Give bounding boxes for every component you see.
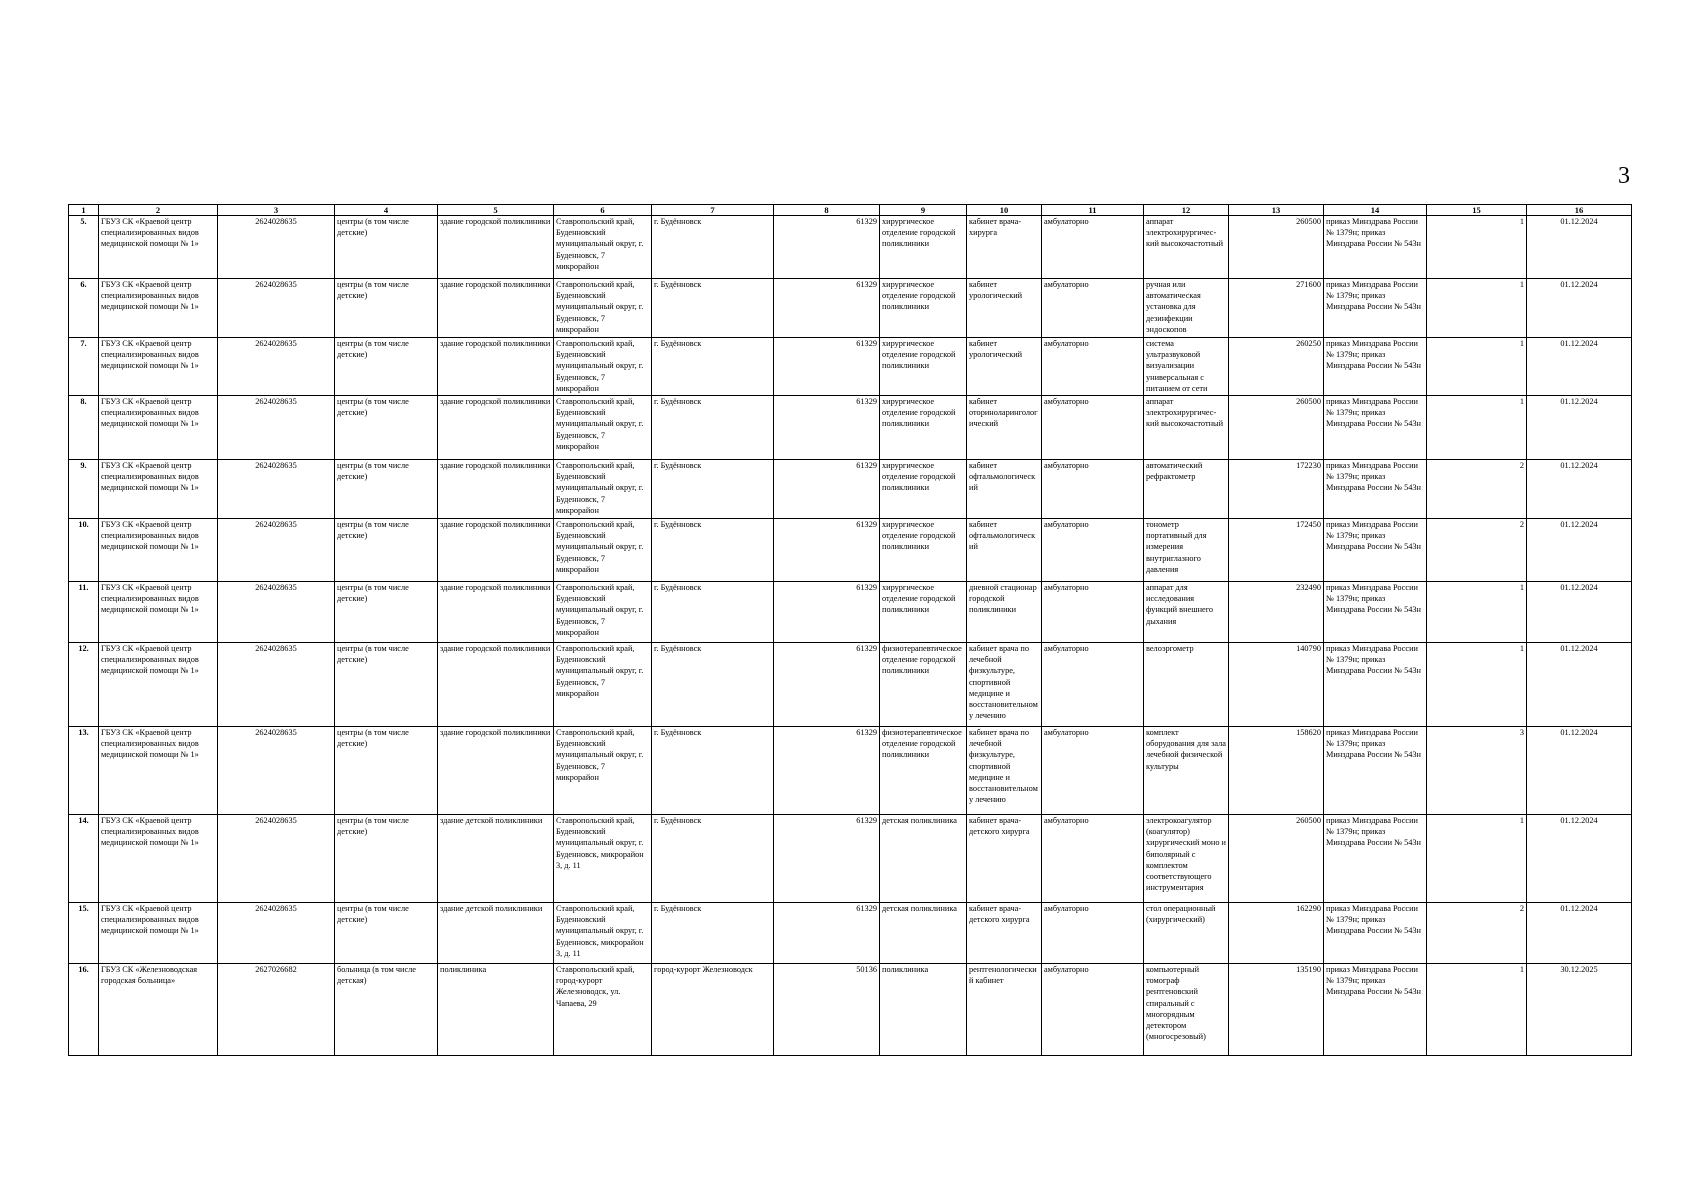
locality-cell: г. Будённовск (652, 279, 774, 338)
inn-cell: 2624028635 (218, 460, 335, 519)
locality-cell: г. Будённовск (652, 903, 774, 964)
inn-cell: 2624028635 (218, 727, 335, 815)
organization-name: ГБУЗ СК «Краевой центр специализированных видов медицинской помощи № 1» (99, 216, 218, 279)
inn-cell: 2624028635 (218, 815, 335, 903)
table-row (69, 815, 1632, 903)
column-number: 9 (880, 205, 967, 216)
building-cell: здание городской поликлиники (438, 279, 554, 338)
row-number: 5. (69, 216, 99, 279)
address-cell: Ставропольский край, Буденновский муниципальный округ, г. Буденновск, микрорайон 3, д. 11 (554, 815, 652, 903)
facility-type: центры (в том числе детские) (335, 279, 438, 338)
quantity-cell: 1 (1427, 338, 1527, 396)
row-number: 11. (69, 582, 99, 643)
building-cell: здание городской поликлиники (438, 338, 554, 396)
basis-cell: приказ Минздрава России № 1379н; приказ Минздрава России № 543н (1324, 903, 1427, 964)
building-cell: здание городской поликлиники (438, 216, 554, 279)
price-cell: 135190 (1229, 964, 1324, 1056)
equipment-cell: стол операционный (хирургический) (1144, 903, 1229, 964)
code-cell: 61329 (774, 460, 880, 519)
basis-cell: приказ Минздрава России № 1379н; приказ Минздрава России № 543н (1324, 338, 1427, 396)
quantity-cell: 3 (1427, 727, 1527, 815)
locality-cell: г. Будённовск (652, 216, 774, 279)
price-cell: 260500 (1229, 815, 1324, 903)
inn-cell: 2624028635 (218, 338, 335, 396)
inn-cell: 2624028635 (218, 216, 335, 279)
quantity-cell: 1 (1427, 643, 1527, 727)
care-mode-cell: амбулаторно (1042, 519, 1144, 582)
department-cell: физиотерапевтическое отделение городской поликлиники (880, 727, 967, 815)
inn-cell: 2624028635 (218, 519, 335, 582)
column-number: 1 (69, 205, 99, 216)
row-number: 15. (69, 903, 99, 964)
quantity-cell: 1 (1427, 216, 1527, 279)
locality-cell: г. Будённовск (652, 727, 774, 815)
basis-cell: приказ Минздрава России № 1379н; приказ Минздрава России № 543н (1324, 396, 1427, 460)
facility-type: больница (в том числе детская) (335, 964, 438, 1056)
price-cell: 172450 (1229, 519, 1324, 582)
table-row (69, 216, 1632, 279)
quantity-cell: 1 (1427, 964, 1527, 1056)
quantity-cell: 1 (1427, 279, 1527, 338)
equipment-cell: тонометр портативный для измерения внутриглазного давления (1144, 519, 1229, 582)
price-cell: 172230 (1229, 460, 1324, 519)
room-cell: дневной стационар городской поликлиники (967, 582, 1042, 643)
building-cell: поликлиника (438, 964, 554, 1056)
department-cell: хирургическое отделение городской поликлиники (880, 216, 967, 279)
locality-cell: г. Будённовск (652, 519, 774, 582)
department-cell: хирургическое отделение городской поликлиники (880, 338, 967, 396)
building-cell: здание городской поликлиники (438, 396, 554, 460)
address-cell: Ставропольский край, Буденновский муниципальный округ, г. Буденновск, 7 микрорайон (554, 338, 652, 396)
address-cell: Ставропольский край, Буденновский муниципальный округ, г. Буденновск, 7 микрорайон (554, 279, 652, 338)
date-cell: 01.12.2024 (1527, 727, 1632, 815)
table-row (69, 519, 1632, 582)
code-cell: 61329 (774, 815, 880, 903)
facility-type: центры (в том числе детские) (335, 582, 438, 643)
date-cell: 01.12.2024 (1527, 216, 1632, 279)
locality-cell: г. Будённовск (652, 460, 774, 519)
row-number: 14. (69, 815, 99, 903)
table-row (69, 727, 1632, 815)
price-cell: 158620 (1229, 727, 1324, 815)
table-row (69, 582, 1632, 643)
column-number: 13 (1229, 205, 1324, 216)
care-mode-cell: амбулаторно (1042, 338, 1144, 396)
row-number: 6. (69, 279, 99, 338)
basis-cell: приказ Минздрава России № 1379н; приказ Минздрава России № 543н (1324, 460, 1427, 519)
row-number: 10. (69, 519, 99, 582)
column-number: 16 (1527, 205, 1632, 216)
equipment-cell: аппарат электрохирургичес-кий высокочастотный (1144, 396, 1229, 460)
column-number: 3 (218, 205, 335, 216)
row-number: 7. (69, 338, 99, 396)
facility-type: центры (в том числе детские) (335, 338, 438, 396)
price-cell: 232490 (1229, 582, 1324, 643)
care-mode-cell: амбулаторно (1042, 903, 1144, 964)
department-cell: хирургическое отделение городской поликлиники (880, 519, 967, 582)
care-mode-cell: амбулаторно (1042, 727, 1144, 815)
code-cell: 61329 (774, 582, 880, 643)
address-cell: Ставропольский край, Буденновский муниципальный округ, г. Буденновск, 7 микрорайон (554, 727, 652, 815)
equipment-table (68, 204, 1632, 1056)
locality-cell: г. Будённовск (652, 338, 774, 396)
column-number: 5 (438, 205, 554, 216)
department-cell: детская поликлиника (880, 903, 967, 964)
basis-cell: приказ Минздрава России № 1379н; приказ Минздрава России № 543н (1324, 727, 1427, 815)
room-cell: кабинет офтальмологический (967, 460, 1042, 519)
equipment-cell: аппарат для исследования функций внешнего дыхания (1144, 582, 1229, 643)
care-mode-cell: амбулаторно (1042, 460, 1144, 519)
care-mode-cell: амбулаторно (1042, 643, 1144, 727)
care-mode-cell: амбулаторно (1042, 582, 1144, 643)
department-cell: хирургическое отделение городской поликлиники (880, 582, 967, 643)
locality-cell: г. Будённовск (652, 643, 774, 727)
quantity-cell: 2 (1427, 460, 1527, 519)
room-cell: рентгенологический кабинет (967, 964, 1042, 1056)
code-cell: 50136 (774, 964, 880, 1056)
column-number: 12 (1144, 205, 1229, 216)
table-row (69, 396, 1632, 460)
inn-cell: 2627026682 (218, 964, 335, 1056)
column-number: 8 (774, 205, 880, 216)
room-cell: кабинет врача-хирурга (967, 216, 1042, 279)
care-mode-cell: амбулаторно (1042, 815, 1144, 903)
basis-cell: приказ Минздрава России № 1379н; приказ Минздрава России № 543н (1324, 964, 1427, 1056)
facility-type: центры (в том числе детские) (335, 396, 438, 460)
organization-name: ГБУЗ СК «Краевой центр специализированных видов медицинской помощи № 1» (99, 460, 218, 519)
address-cell: Ставропольский край, Буденновский муниципальный округ, г. Буденновск, 7 микрорайон (554, 396, 652, 460)
organization-name: ГБУЗ СК «Краевой центр специализированных видов медицинской помощи № 1» (99, 815, 218, 903)
row-number: 13. (69, 727, 99, 815)
room-cell: кабинет оториноларингологический (967, 396, 1042, 460)
department-cell: хирургическое отделение городской поликлиники (880, 460, 967, 519)
organization-name: ГБУЗ СК «Краевой центр специализированных видов медицинской помощи № 1» (99, 338, 218, 396)
equipment-cell: автоматический рефрактометр (1144, 460, 1229, 519)
care-mode-cell: амбулаторно (1042, 279, 1144, 338)
department-cell: детская поликлиника (880, 815, 967, 903)
equipment-cell: система ультразвуковой визуализации универсальная с питанием от сети (1144, 338, 1229, 396)
facility-type: центры (в том числе детские) (335, 216, 438, 279)
price-cell: 271600 (1229, 279, 1324, 338)
building-cell: здание детской поликлиники (438, 903, 554, 964)
organization-name: ГБУЗ СК «Железноводская городская больница» (99, 964, 218, 1056)
equipment-cell: аппарат электрохирургичес-кий высокочастотный (1144, 216, 1229, 279)
building-cell: здание детской поликлиники (438, 815, 554, 903)
row-number: 16. (69, 964, 99, 1056)
facility-type: центры (в том числе детские) (335, 460, 438, 519)
column-number: 7 (652, 205, 774, 216)
code-cell: 61329 (774, 519, 880, 582)
room-cell: кабинет урологический (967, 338, 1042, 396)
building-cell: здание городской поликлиники (438, 460, 554, 519)
column-number: 4 (335, 205, 438, 216)
department-cell: физиотерапевтическое отделение городской поликлиники (880, 643, 967, 727)
facility-type: центры (в том числе детские) (335, 815, 438, 903)
room-cell: кабинет врача по лечебной физкультуре, спортивной медицине и восстановительному лечению (967, 727, 1042, 815)
table-row (69, 338, 1632, 396)
equipment-cell: велоэргометр (1144, 643, 1229, 727)
address-cell: Ставропольский край, Буденновский муниципальный округ, г. Буденновск, 7 микрорайон (554, 582, 652, 643)
quantity-cell: 1 (1427, 815, 1527, 903)
quantity-cell: 2 (1427, 519, 1527, 582)
quantity-cell: 1 (1427, 582, 1527, 643)
care-mode-cell: амбулаторно (1042, 964, 1144, 1056)
organization-name: ГБУЗ СК «Краевой центр специализированных видов медицинской помощи № 1» (99, 519, 218, 582)
address-cell: Ставропольский край, город-курорт Железноводск, ул. Чапаева, 29 (554, 964, 652, 1056)
basis-cell: приказ Минздрава России № 1379н; приказ Минздрава России № 543н (1324, 519, 1427, 582)
date-cell: 01.12.2024 (1527, 643, 1632, 727)
table-row (69, 643, 1632, 727)
care-mode-cell: амбулаторно (1042, 216, 1144, 279)
address-cell: Ставропольский край, Буденновский муниципальный округ, г. Буденновск, микрорайон 3, д. 11 (554, 903, 652, 964)
date-cell: 30.12.2025 (1527, 964, 1632, 1056)
organization-name: ГБУЗ СК «Краевой центр специализированных видов медицинской помощи № 1» (99, 396, 218, 460)
locality-cell: город-курорт Железноводск (652, 964, 774, 1056)
code-cell: 61329 (774, 903, 880, 964)
room-cell: кабинет урологический (967, 279, 1042, 338)
column-number-row (69, 205, 1632, 216)
date-cell: 01.12.2024 (1527, 903, 1632, 964)
row-number: 8. (69, 396, 99, 460)
department-cell: хирургическое отделение городской поликлиники (880, 396, 967, 460)
room-cell: кабинет врача-детского хирурга (967, 903, 1042, 964)
date-cell: 01.12.2024 (1527, 460, 1632, 519)
building-cell: здание городской поликлиники (438, 643, 554, 727)
department-cell: поликлиника (880, 964, 967, 1056)
inn-cell: 2624028635 (218, 903, 335, 964)
equipment-cell: комплект оборудования для зала лечебной физической культуры (1144, 727, 1229, 815)
facility-type: центры (в том числе детские) (335, 519, 438, 582)
address-cell: Ставропольский край, Буденновский муниципальный округ, г. Буденновск, 7 микрорайон (554, 519, 652, 582)
care-mode-cell: амбулаторно (1042, 396, 1144, 460)
locality-cell: г. Будённовск (652, 582, 774, 643)
locality-cell: г. Будённовск (652, 396, 774, 460)
table-row (69, 903, 1632, 964)
building-cell: здание городской поликлиники (438, 727, 554, 815)
table-row (69, 964, 1632, 1056)
date-cell: 01.12.2024 (1527, 815, 1632, 903)
column-number: 6 (554, 205, 652, 216)
equipment-cell: компьютерный томограф рентгеновский спиральный с многорядным детектором (многосрезовый) (1144, 964, 1229, 1056)
quantity-cell: 2 (1427, 903, 1527, 964)
price-cell: 260500 (1229, 216, 1324, 279)
date-cell: 01.12.2024 (1527, 338, 1632, 396)
code-cell: 61329 (774, 216, 880, 279)
address-cell: Ставропольский край, Буденновский муниципальный округ, г. Буденновск, 7 микрорайон (554, 216, 652, 279)
room-cell: кабинет врача по лечебной физкультуре, спортивной медицине и восстановительному лечению (967, 643, 1042, 727)
code-cell: 61329 (774, 338, 880, 396)
organization-name: ГБУЗ СК «Краевой центр специализированных видов медицинской помощи № 1» (99, 903, 218, 964)
price-cell: 260250 (1229, 338, 1324, 396)
inn-cell: 2624028635 (218, 582, 335, 643)
inn-cell: 2624028635 (218, 396, 335, 460)
row-number: 9. (69, 460, 99, 519)
date-cell: 01.12.2024 (1527, 582, 1632, 643)
column-number: 10 (967, 205, 1042, 216)
organization-name: ГБУЗ СК «Краевой центр специализированных видов медицинской помощи № 1» (99, 279, 218, 338)
date-cell: 01.12.2024 (1527, 279, 1632, 338)
facility-type: центры (в том числе детские) (335, 643, 438, 727)
facility-type: центры (в том числе детские) (335, 727, 438, 815)
basis-cell: приказ Минздрава России № 1379н; приказ Минздрава России № 543н (1324, 582, 1427, 643)
inn-cell: 2624028635 (218, 643, 335, 727)
table-row (69, 460, 1632, 519)
table-row (69, 279, 1632, 338)
basis-cell: приказ Минздрава России № 1379н; приказ Минздрава России № 543н (1324, 216, 1427, 279)
room-cell: кабинет офтальмологический (967, 519, 1042, 582)
column-number: 2 (99, 205, 218, 216)
code-cell: 61329 (774, 396, 880, 460)
address-cell: Ставропольский край, Буденновский муниципальный округ, г. Буденновск, 7 микрорайон (554, 643, 652, 727)
department-cell: хирургическое отделение городской поликлиники (880, 279, 967, 338)
price-cell: 140790 (1229, 643, 1324, 727)
basis-cell: приказ Минздрава России № 1379н; приказ Минздрава России № 543н (1324, 815, 1427, 903)
price-cell: 260500 (1229, 396, 1324, 460)
organization-name: ГБУЗ СК «Краевой центр специализированных видов медицинской помощи № 1» (99, 582, 218, 643)
code-cell: 61329 (774, 643, 880, 727)
locality-cell: г. Будённовск (652, 815, 774, 903)
inn-cell: 2624028635 (218, 279, 335, 338)
price-cell: 162290 (1229, 903, 1324, 964)
basis-cell: приказ Минздрава России № 1379н; приказ Минздрава России № 543н (1324, 279, 1427, 338)
code-cell: 61329 (774, 727, 880, 815)
organization-name: ГБУЗ СК «Краевой центр специализированных видов медицинской помощи № 1» (99, 643, 218, 727)
basis-cell: приказ Минздрава России № 1379н; приказ Минздрава России № 543н (1324, 643, 1427, 727)
room-cell: кабинет врача-детского хирурга (967, 815, 1042, 903)
row-number: 12. (69, 643, 99, 727)
quantity-cell: 1 (1427, 396, 1527, 460)
building-cell: здание городской поликлиники (438, 519, 554, 582)
equipment-cell: электрокоагулятор (коагулятор) хирургический моно и биполярный с комплектом соответствующего инструментария (1144, 815, 1229, 903)
facility-type: центры (в том числе детские) (335, 903, 438, 964)
organization-name: ГБУЗ СК «Краевой центр специализированных видов медицинской помощи № 1» (99, 727, 218, 815)
column-number: 15 (1427, 205, 1527, 216)
date-cell: 01.12.2024 (1527, 519, 1632, 582)
building-cell: здание городской поликлиники (438, 582, 554, 643)
page-number: 3 (1618, 163, 1630, 189)
address-cell: Ставропольский край, Буденновский муниципальный округ, г. Буденновск, 7 микрорайон (554, 460, 652, 519)
column-number: 14 (1324, 205, 1427, 216)
date-cell: 01.12.2024 (1527, 396, 1632, 460)
column-number: 11 (1042, 205, 1144, 216)
code-cell: 61329 (774, 279, 880, 338)
equipment-cell: ручная или автоматическая установка для дезинфекции эндоскопов (1144, 279, 1229, 338)
